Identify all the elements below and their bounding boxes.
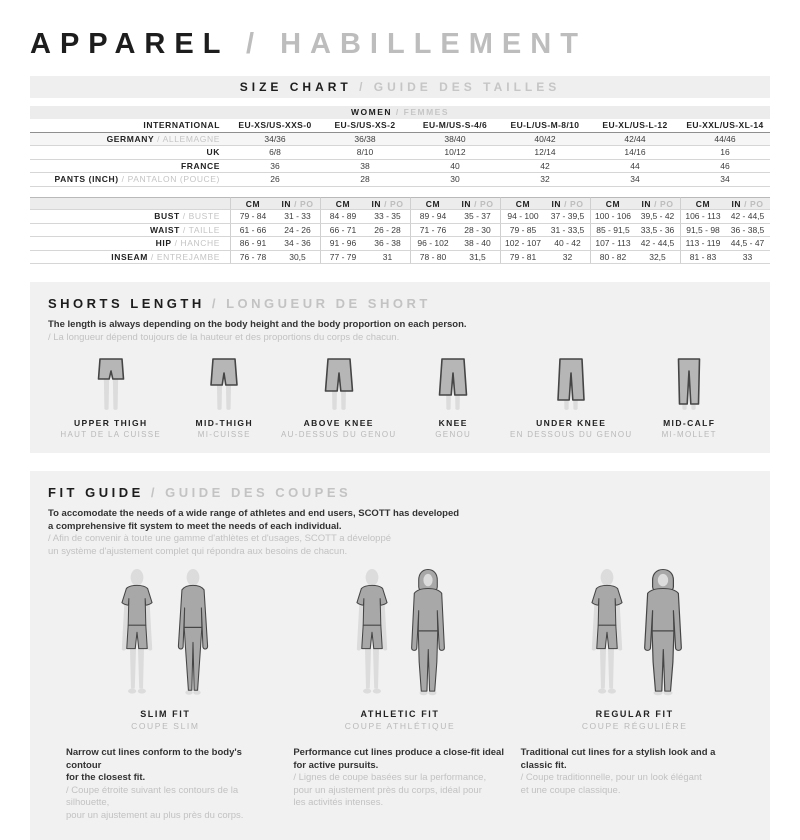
- shorts-style-label-fr: AU-DESSUS DU GENOU: [281, 430, 397, 439]
- size-chart-heading-fr: GUIDE DES TAILLES: [373, 80, 561, 94]
- unit-cm-header: CM: [590, 197, 635, 211]
- fit-description-fr-line: / Coupe étroite suivant les contours de la silhouette,: [66, 784, 239, 808]
- size-cell: 26: [230, 173, 320, 187]
- measurement-cell: 32,5: [635, 251, 680, 265]
- size-cell: 34: [680, 173, 770, 187]
- table-row-label-en: PANTS (INCH): [54, 174, 119, 184]
- shorts-style-item: [281, 354, 396, 439]
- size-cell: 12/14: [500, 146, 590, 160]
- measurement-cell: 77 - 79: [320, 251, 365, 265]
- measurement-cell: 91 - 96: [320, 237, 365, 251]
- fit-description-fr-line: / Coupe traditionnelle, pour un look élégant: [520, 772, 702, 783]
- shorts-intro-fr-line: / La longueur dépend toujours de la hauteur et des proportions du corps de chacun.: [48, 331, 400, 343]
- measurement-cell: 33: [725, 251, 770, 265]
- table-row-label-en: UK: [206, 147, 220, 157]
- shorts-style-label-en: UNDER KNEE: [536, 418, 607, 428]
- size-cell: 36/38: [320, 133, 410, 147]
- measurement-cell: 107 - 113: [590, 237, 635, 251]
- size-cell: 42/44: [590, 133, 680, 147]
- table-row-label: [30, 224, 230, 238]
- measurement-cell: 96 - 102: [410, 237, 455, 251]
- unit-in-label: IN: [551, 198, 565, 209]
- table-row-label-en: FRANCE: [180, 160, 220, 171]
- fit-guide-heading: [48, 485, 752, 500]
- fit-guide-intro: [48, 508, 752, 558]
- table-row-label: [30, 251, 230, 265]
- size-cell: 16: [680, 146, 770, 160]
- table-row-label-fr: / TAILLE: [179, 224, 220, 235]
- measurement-cell: 66 - 71: [320, 224, 365, 238]
- size-cell: 38/40: [410, 133, 500, 147]
- table-row-label: [30, 119, 230, 133]
- size-cell: 32: [500, 173, 590, 187]
- shorts-figure-4-icon: [421, 354, 485, 412]
- size-cell: 42: [500, 160, 590, 174]
- fit-description-2: [293, 747, 506, 822]
- shorts-length-section: [30, 282, 770, 453]
- unit-po-label: / PO: [744, 198, 764, 209]
- unit-in-header: [545, 197, 590, 211]
- shorts-style-label-fr: MI-CUISSE: [197, 430, 251, 439]
- shorts-length-heading-separator: /: [211, 296, 219, 311]
- size-cell: 14/16: [590, 146, 680, 160]
- measurement-cell: 91,5 - 98: [680, 224, 725, 238]
- size-cell: 6/8: [230, 146, 320, 160]
- measurement-cell: 79 - 81: [500, 251, 545, 265]
- measurement-cell: 28 - 30: [455, 224, 500, 238]
- shorts-length-heading-en: SHORTS LENGTH: [48, 296, 205, 311]
- measurement-cell: 24 - 26: [275, 224, 320, 238]
- measurement-cell: 106 - 113: [680, 210, 725, 224]
- size-cell: 10/12: [410, 146, 500, 160]
- fit-label-en: ATHLETIC FIT: [360, 709, 440, 719]
- measurement-cell: 94 - 100: [500, 210, 545, 224]
- measurement-cell: 76 - 78: [230, 251, 275, 265]
- shorts-style-item: [54, 354, 168, 439]
- unit-po-label: / PO: [474, 198, 494, 209]
- fit-description-fr-line: pour un ajustement près du corps, idéal pour: [293, 784, 482, 796]
- shorts-length-heading: [48, 296, 752, 311]
- table-row-label-en: BUST: [154, 211, 180, 221]
- measurement-cell: 34 - 36: [275, 237, 320, 251]
- measurement-cell: 79 - 84: [230, 210, 275, 224]
- fit-description-en-line: for active pursuits.: [293, 759, 379, 771]
- fit-figures-1-icon: [114, 568, 216, 701]
- shorts-length-intro: [48, 319, 752, 344]
- fit-guide-heading-separator: /: [150, 485, 159, 500]
- page-title: [0, 0, 800, 61]
- women-group-fr: FEMMES: [403, 107, 450, 117]
- fit-description-en-line: Narrow cut lines conform to the body's contour: [66, 747, 242, 771]
- size-cell: 44: [590, 160, 680, 174]
- women-group-en: WOMEN: [350, 107, 393, 117]
- table-row-label: [30, 133, 230, 147]
- table-row-label-en: WAIST: [150, 224, 180, 235]
- fit-description-fr-line: les activités intenses.: [293, 797, 384, 808]
- size-cell: EU-S/US-XS-2: [320, 119, 410, 133]
- unit-in-label: IN: [731, 198, 745, 209]
- measurement-cell: 32: [545, 251, 590, 265]
- shorts-figure-3-icon: [307, 354, 371, 412]
- size-cell: EU-M/US-S-4/6: [410, 119, 500, 133]
- shorts-style-label-fr: GENOU: [435, 430, 472, 439]
- measurement-cell: 85 - 91,5: [590, 224, 635, 238]
- fit-guide-figures-row: [48, 568, 752, 731]
- fit-label-fr: COUPE RÉGULIÈRE: [581, 721, 688, 731]
- measurement-cell: 30,5: [275, 251, 320, 265]
- size-cell: 8/10: [320, 146, 410, 160]
- fit-group-3: [517, 568, 752, 731]
- measurement-cell: 80 - 82: [590, 251, 635, 265]
- size-cell: 38: [320, 160, 410, 174]
- shorts-figure-6-icon: [657, 354, 721, 412]
- shorts-length-heading-fr: LONGUEUR DE SHORT: [226, 296, 431, 311]
- fit-guide-heading-fr: GUIDE DES COUPES: [165, 485, 352, 500]
- fit-group-2: [283, 568, 518, 731]
- measurement-cell: 86 - 91: [230, 237, 275, 251]
- measurement-cell: 33,5 - 36: [635, 224, 680, 238]
- fit-intro-en-line: a comprehensive fit system to meet the needs of each individual.: [48, 520, 342, 532]
- shorts-style-label-en: KNEE: [438, 418, 468, 428]
- measurement-cell: 40 - 42: [545, 237, 590, 251]
- shorts-style-label-en: UPPER THIGH: [74, 418, 148, 428]
- size-chart-heading-band: [30, 76, 770, 98]
- measurement-cell: 89 - 94: [410, 210, 455, 224]
- table-row-label: [30, 146, 230, 160]
- shorts-style-item: [632, 354, 746, 439]
- shorts-figure-2-icon: [192, 354, 256, 412]
- fit-label-en: REGULAR FIT: [595, 709, 674, 719]
- unit-po-label: / PO: [564, 198, 584, 209]
- unit-in-label: IN: [281, 198, 295, 209]
- shorts-style-label-en: MID-THIGH: [195, 418, 253, 428]
- size-cell: 44/46: [680, 133, 770, 147]
- shorts-style-item: [396, 354, 510, 439]
- table-row-label: [30, 173, 230, 187]
- sizes-table: [30, 119, 770, 187]
- table-row-label: [30, 210, 230, 224]
- unit-cm-header: CM: [410, 197, 455, 211]
- measurement-cell: 31,5: [455, 251, 500, 265]
- unit-po-label: / PO: [654, 198, 674, 209]
- table-row-label-fr: / HANCHE: [171, 238, 220, 248]
- measurement-cell: 31 - 33: [275, 210, 320, 224]
- measurement-cell: 38 - 40: [455, 237, 500, 251]
- size-cell: 40/42: [500, 133, 590, 147]
- unit-in-header: [725, 197, 770, 211]
- fit-label-fr: COUPE ATHLÉTIQUE: [344, 721, 456, 731]
- unit-in-label: IN: [641, 198, 655, 209]
- size-cell: EU-XXL/US-XL-14: [680, 119, 770, 133]
- measurement-cell: 26 - 28: [365, 224, 410, 238]
- table-row-label-en: HIP: [155, 238, 172, 248]
- unit-in-header: [275, 197, 320, 211]
- fit-description-fr-line: pour un ajustement au plus près du corps.: [66, 809, 244, 821]
- unit-cm-header: CM: [230, 197, 275, 211]
- unit-in-header: [635, 197, 680, 211]
- unit-in-header: [455, 197, 500, 211]
- size-cell: 30: [410, 173, 500, 187]
- fit-group-1: [48, 568, 283, 731]
- table-row-label: [30, 237, 230, 251]
- measurement-cell: 42 - 44,5: [635, 237, 680, 251]
- unit-in-header: [365, 197, 410, 211]
- shorts-style-label-en: ABOVE KNEE: [303, 418, 374, 428]
- table-row-label-en: INSEAM: [111, 251, 148, 262]
- size-cell: 46: [680, 160, 770, 174]
- measurement-cell: 81 - 83: [680, 251, 725, 265]
- unit-in-label: IN: [461, 198, 475, 209]
- units-row-spacer: [30, 197, 230, 211]
- measurement-cell: 31: [365, 251, 410, 265]
- table-row-label-fr: / BUSTE: [179, 211, 220, 221]
- measurement-cell: 44,5 - 47: [725, 237, 770, 251]
- size-cell: 34: [590, 173, 680, 187]
- size-cell: 40: [410, 160, 500, 174]
- fit-figures-3-icon: [584, 568, 686, 701]
- measurement-cell: 84 - 89: [320, 210, 365, 224]
- unit-cm-header: CM: [320, 197, 365, 211]
- fit-intro-fr-line: un système d'ajustement complet qui répondra aux besoins de chacun.: [48, 545, 348, 557]
- unit-in-label: IN: [371, 198, 385, 209]
- shorts-style-label-en: MID-CALF: [663, 418, 716, 428]
- measurement-cell: 36 - 38: [365, 237, 410, 251]
- page-title-fr: HABILLEMENT: [280, 28, 587, 60]
- shorts-figure-5-icon: [539, 354, 603, 412]
- table-row-label-fr: / ALLEMAGNE: [154, 133, 220, 144]
- table-row-label: [30, 160, 230, 174]
- measurement-cell: 37 - 39,5: [545, 210, 590, 224]
- table-row-label-en: INTERNATIONAL: [143, 120, 220, 130]
- shorts-style-label-fr: MI-MOLLET: [661, 430, 717, 439]
- fit-guide-heading-en: FIT GUIDE: [48, 485, 144, 500]
- size-chart-heading-separator: /: [359, 80, 367, 94]
- table-row-label-en: GERMANY: [106, 133, 155, 144]
- measurement-cell: 79 - 85: [500, 224, 545, 238]
- measurement-cell: 102 - 107: [500, 237, 545, 251]
- fit-label-en: SLIM FIT: [140, 709, 191, 719]
- fit-label-fr: COUPE SLIM: [131, 721, 200, 731]
- measurement-cell: 36 - 38,5: [725, 224, 770, 238]
- unit-po-label: / PO: [294, 198, 314, 209]
- fit-intro-en-line: To accomodate the needs of a wide range of athletes and end users, SCOTT has developed: [48, 508, 460, 519]
- measurement-cell: 61 - 66: [230, 224, 275, 238]
- unit-cm-header: CM: [680, 197, 725, 211]
- women-group-band: [30, 106, 770, 119]
- shorts-style-label-fr: EN DESSOUS DU GENOU: [509, 430, 633, 439]
- size-cell: 28: [320, 173, 410, 187]
- measurement-cell: 100 - 106: [590, 210, 635, 224]
- unit-po-label: / PO: [384, 198, 404, 209]
- fit-description-en-line: Performance cut lines produce a close-fit ideal: [293, 747, 504, 758]
- shorts-style-label-fr: HAUT DE LA CUISSE: [60, 430, 162, 439]
- page-title-en: APPAREL: [30, 28, 229, 60]
- shorts-style-item: [510, 354, 633, 439]
- page-title-separator: /: [245, 28, 264, 60]
- measurement-cell: 31 - 33,5: [545, 224, 590, 238]
- fit-description-en-line: Traditional cut lines for a stylish look and a classic fit.: [520, 747, 716, 771]
- measurement-cell: 113 - 119: [680, 237, 725, 251]
- shorts-length-figures-row: [48, 354, 752, 439]
- fit-figures-2-icon: [349, 568, 451, 701]
- shorts-intro-en-line: The length is always depending on the body height and the body proportion on each person.: [48, 319, 467, 330]
- size-cell: 36: [230, 160, 320, 174]
- table-row-label-fr: / PANTALON (POUCE): [118, 174, 220, 184]
- fit-description-fr-line: et une coupe classique.: [520, 784, 621, 796]
- fit-description-3: [521, 747, 734, 822]
- size-cell: EU-XS/US-XXS-0: [230, 119, 320, 133]
- fit-intro-fr-line: / Afin de convenir à toute une gamme d'athlètes et d'usages, SCOTT a développé: [48, 533, 392, 544]
- fit-guide-section: [30, 471, 770, 840]
- measurement-cell: 78 - 80: [410, 251, 455, 265]
- measurement-cell: 33 - 35: [365, 210, 410, 224]
- unit-cm-header: CM: [500, 197, 545, 211]
- measurement-cell: 71 - 76: [410, 224, 455, 238]
- fit-description-fr-line: / Lignes de coupe basées sur la performance,: [293, 772, 487, 783]
- size-chart-heading-en: SIZE CHART: [239, 80, 352, 94]
- table-row-label-fr: / ENTREJAMBE: [147, 251, 220, 262]
- fit-guide-descriptions-row: [48, 747, 752, 826]
- fit-description-en-line: for the closest fit.: [66, 772, 146, 783]
- measurement-cell: 39,5 - 42: [635, 210, 680, 224]
- measurements-table: [30, 197, 770, 265]
- measurement-cell: 42 - 44,5: [725, 210, 770, 224]
- women-group-separator: /: [395, 107, 400, 117]
- size-cell: 34/36: [230, 133, 320, 147]
- shorts-figure-1-icon: [79, 354, 143, 412]
- size-cell: EU-L/US-M-8/10: [500, 119, 590, 133]
- measurement-cell: 35 - 37: [455, 210, 500, 224]
- size-cell: EU-XL/US-L-12: [590, 119, 680, 133]
- fit-description-1: [66, 747, 279, 822]
- shorts-style-item: [168, 354, 282, 439]
